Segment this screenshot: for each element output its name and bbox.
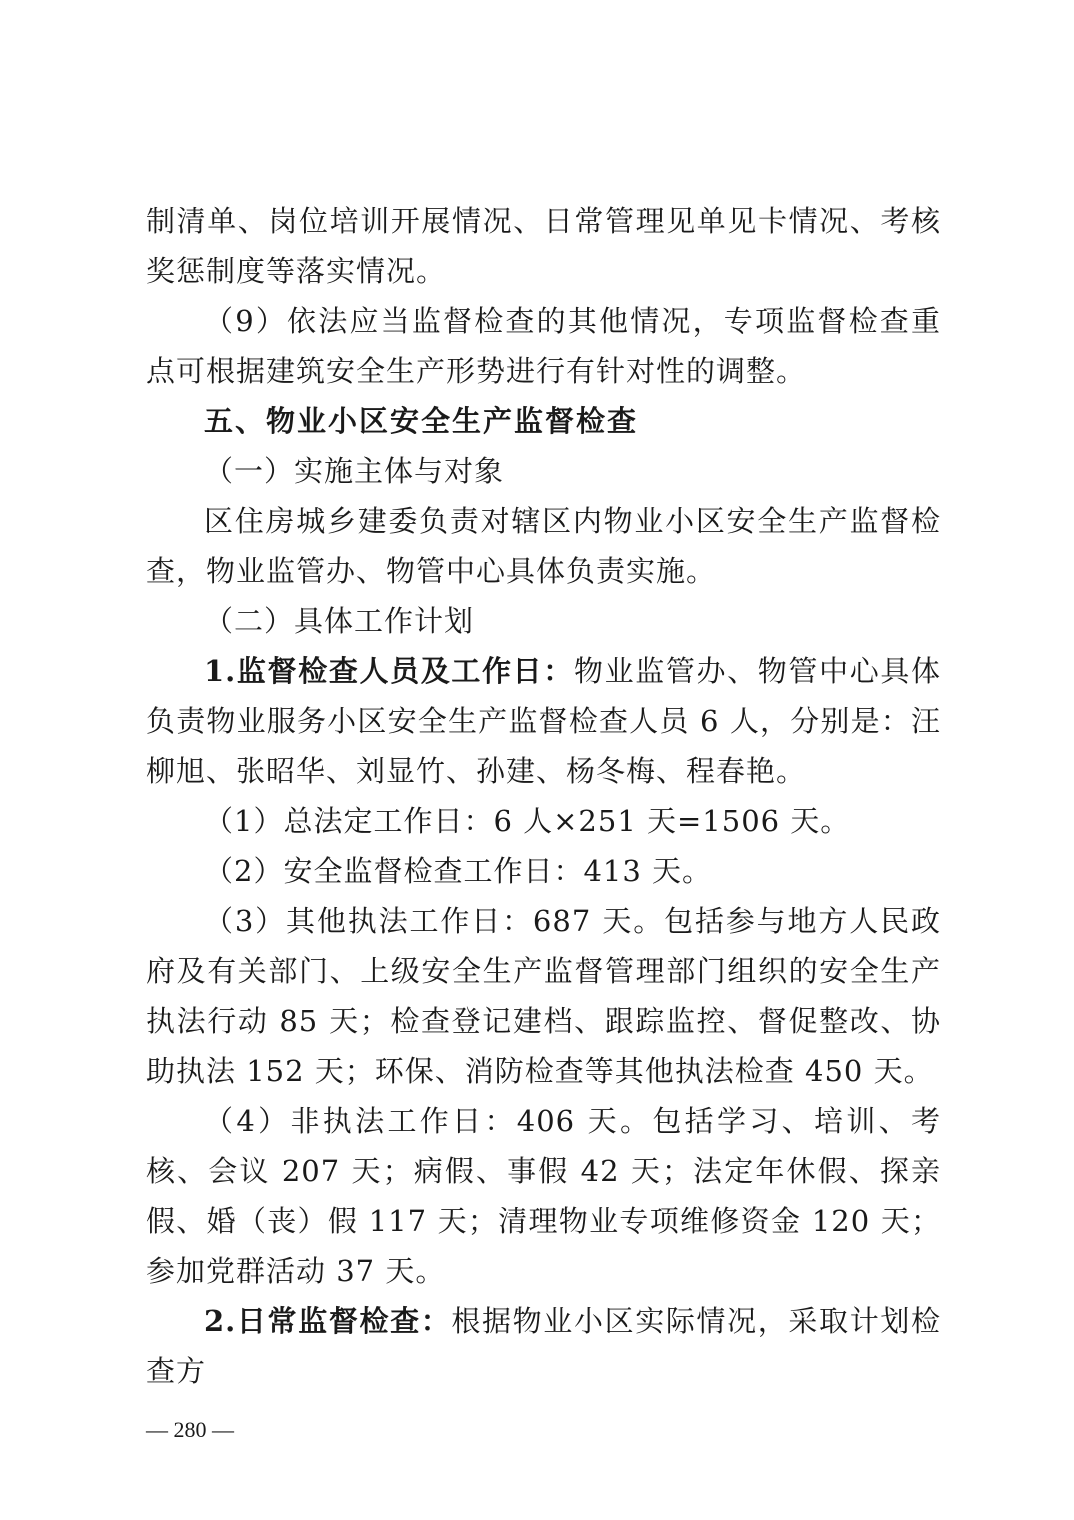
paragraph-text: （9）依法应当监督检查的其他情况，专项监督检查重点可根据建筑安全生产形势进行有针对性的调整。 (146, 304, 941, 388)
paragraph-workdays-enforcement (146, 896, 941, 1096)
heading-text: （一）实施主体与对象 (204, 454, 505, 488)
paragraph-workdays-total (146, 796, 941, 846)
paragraph-item-9 (146, 296, 941, 396)
paragraph-text: （1）总法定工作日：6 人×251 天=1506 天。 (204, 804, 851, 838)
paragraph-lead: 1.监督检查人员及工作日： (204, 654, 574, 688)
page-number: — 280 — (146, 1417, 234, 1442)
paragraph-text: （2）安全监督检查工作日：413 天。 (204, 854, 713, 888)
paragraph-text: （4）非执法工作日：406 天。包括学习、培训、考核、会议 207 天；病假、事假 42 天；法定年休假、探亲假、婚（丧）假 117 天；清理物业专项维修资金 120 天；参加党群活动 37 天。 (146, 1104, 941, 1288)
heading-text: 五、物业小区安全生产监督检查 (204, 404, 639, 438)
paragraph-lead: 2.日常监督检查： (204, 1304, 452, 1338)
paragraph-text: 区住房城乡建委负责对辖区内物业小区安全生产监督检查，物业监管办、物管中心具体负责实施。 (146, 504, 941, 588)
paragraph-workdays-non-enforcement (146, 1096, 941, 1296)
paragraph-text: 根据物业小区实际情况，采取计划检查方 (146, 1304, 941, 1388)
paragraph-text: （3）其他执法工作日：687 天。包括参与地方人民政府及有关部门、上级安全生产监督管理部门组织的安全生产执法行动 85 天；检查登记建档、跟踪监控、督促整改、协助执法 152 天；环保、消防检查等其他执法检查 450 天。 (146, 904, 941, 1088)
paragraph-text: 物业监管办、物管中心具体负责物业服务小区安全生产监督检查人员 6 人，分别是：汪柳旭、张昭华、刘显竹、孙建、杨冬梅、程春艳。 (146, 654, 941, 788)
paragraph-text: 制清单、岗位培训开展情况、日常管理见单见卡情况、考核奖惩制度等落实情况。 (146, 204, 941, 288)
document-body (146, 196, 941, 1396)
paragraph-daily-inspection (146, 1296, 941, 1396)
paragraph-workdays-inspection (146, 846, 941, 896)
heading-text: （二）具体工作计划 (204, 604, 475, 638)
paragraph-continued-list (146, 196, 941, 296)
subsection-heading-2 (146, 596, 941, 646)
section-heading-5 (146, 396, 941, 446)
subsection-heading-1 (146, 446, 941, 496)
paragraph-responsibility (146, 496, 941, 596)
paragraph-inspectors (146, 646, 941, 796)
